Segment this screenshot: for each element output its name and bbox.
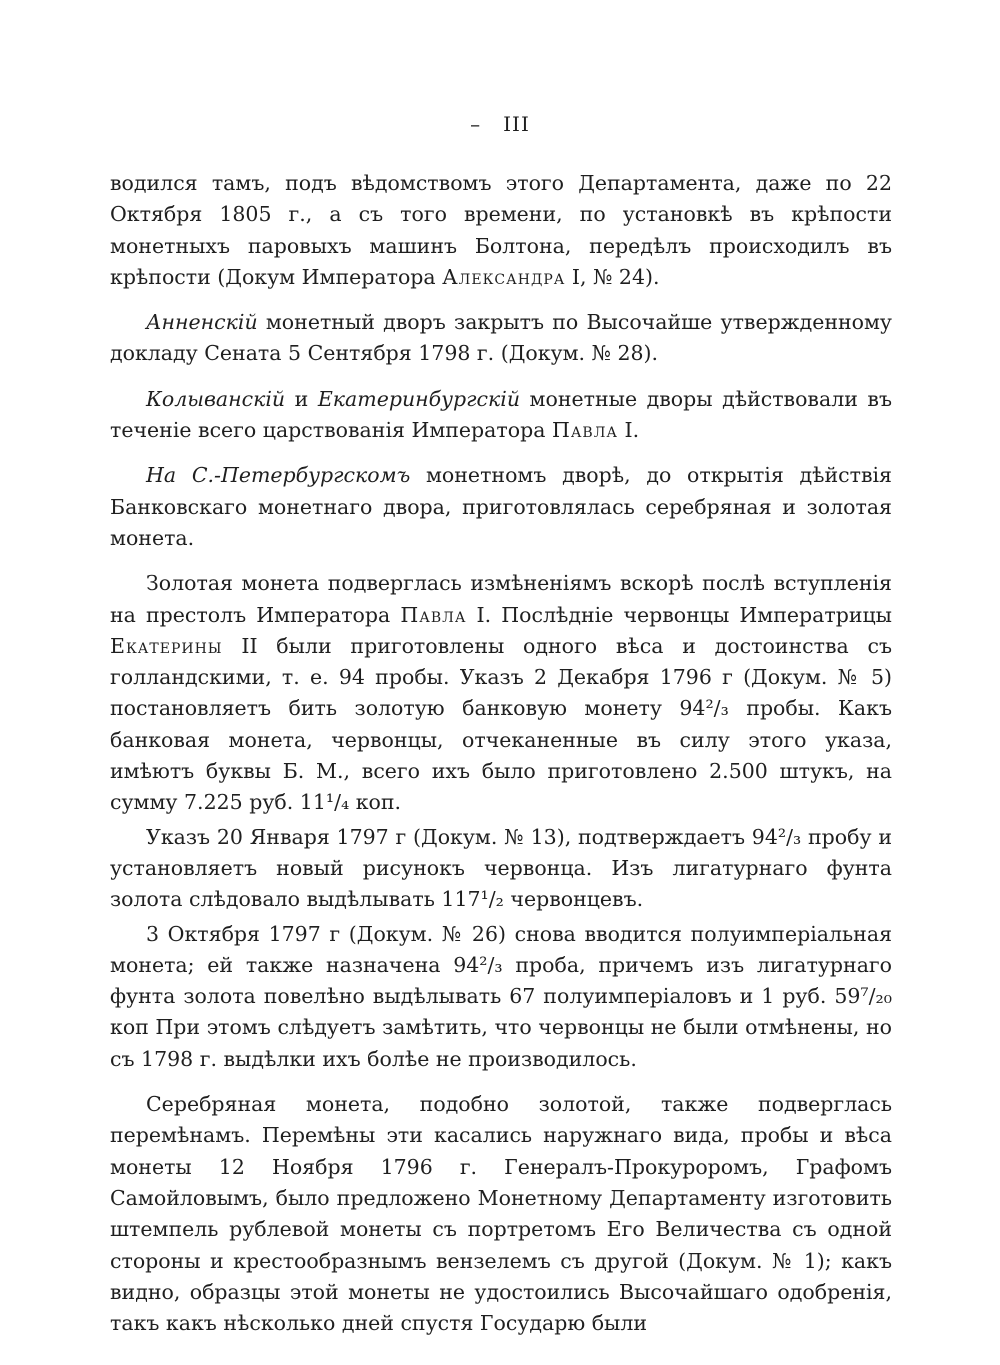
empress-name: Екатерины [110, 633, 223, 658]
paragraph-6: Указъ 20 Января 1797 г (Докум. № 13), подтверждаетъ 94²/₃ пробу и установляетъ новый рисунокъ червонца. Изъ лигатурнаго фунта золота слѣдовало выдѣлывать 117¹/₂ червонцевъ. [110, 824, 892, 912]
paragraph-2: Анненскій монетный дворъ закрытъ по Высочайше утвержденному докладу Сената 5 Сентября 1798 г. (Докум. № 28). [110, 310, 892, 366]
paragraph-3: Колыванскій и Екатеринбургскій монетные дворы дѣйствовали въ теченіе всего царствованія Императора Павла I. [110, 386, 892, 443]
paragraph-4: На С.-Петербургскомъ монетномъ дворѣ, до открытія дѣйствія Банковскаго монетнаго двора, приготовлялась серебряная и золотая монета. [110, 463, 892, 550]
paragraph-5: Золотая монета подверглась измѣненіямъ вскорѣ послѣ вступленія на престолъ Императора Павла I. Послѣдніе червонцы Императрицы Екатерины II были приготовлены одного вѣса и достоинства съ голландскими, т. е. 94 пробы. Указъ 2 Декабря 1796 г (Докум. № 5) постановляетъ бить золотую банковую монету 94²/₃ пробы. Какъ банковая монета, червонцы, отчеканенные въ силу этого указа, имѣютъ буквы Б. М., всего ихъ было приготовлено 2.500 штукъ, на сумму 7.225 руб. 11¹/₄ коп. [110, 571, 893, 815]
mint-name: На С.-Петербургскомъ [146, 463, 411, 488]
page-header [0, 112, 1000, 136]
emperor-name: Павла [551, 418, 619, 443]
paragraph-1: водился тамъ, подъ вѣдомствомъ этого Департамента, даже по 22 Октября 1805 г., а съ того времени, по установкѣ въ крѣпости монетныхъ паровыхъ машинъ Болтона, передѣлъ происходилъ въ крѣпости (Докум Императора Александра I, № 24). [110, 171, 892, 289]
body-text [110, 168, 892, 1339]
mint-name: Анненскій [146, 310, 258, 335]
mint-name: Колыванскій [146, 386, 286, 411]
page-number: III [503, 112, 530, 136]
emperor-name: Александра [442, 264, 566, 289]
paragraph-7: 3 Октября 1797 г (Докум. № 26) снова вводится полуимперіальная монета; ей также назначена 94²/₃ проба, причемъ изъ лигатурнаго фунта золота повелѣно выдѣлывать 67 полуимперіаловъ и 1 руб. 59⁷/₂₀ коп При этомъ слѣдуетъ замѣтить, что червонцы не были отмѣнены, но съ 1798 г. выдѣлки ихъ болѣе не производилось. [110, 921, 892, 1071]
mint-name: Екатеринбургскій [317, 386, 521, 411]
header-dash: – [470, 112, 482, 136]
emperor-name: Павла [400, 602, 467, 627]
paragraph-8: Серебряная монета, подобно золотой, также подверглась перемѣнамъ. Перемѣны эти касались наружнаго вида, пробы и вѣса монеты 12 Ноября 1796 г. Генералъ-Прокуроромъ, Графомъ Самойловымъ, было предложено Монетному Департаменту изготовить штемпель рублевой монеты съ портретомъ Его Величества съ одной стороны и крестообразнымъ вензелемъ съ другой (Докум. № 1); какъ видно, образцы этой монеты не удостоились Высочайшаго одобренія, такъ какъ нѣсколько дней спустя Государю были [110, 1092, 892, 1336]
